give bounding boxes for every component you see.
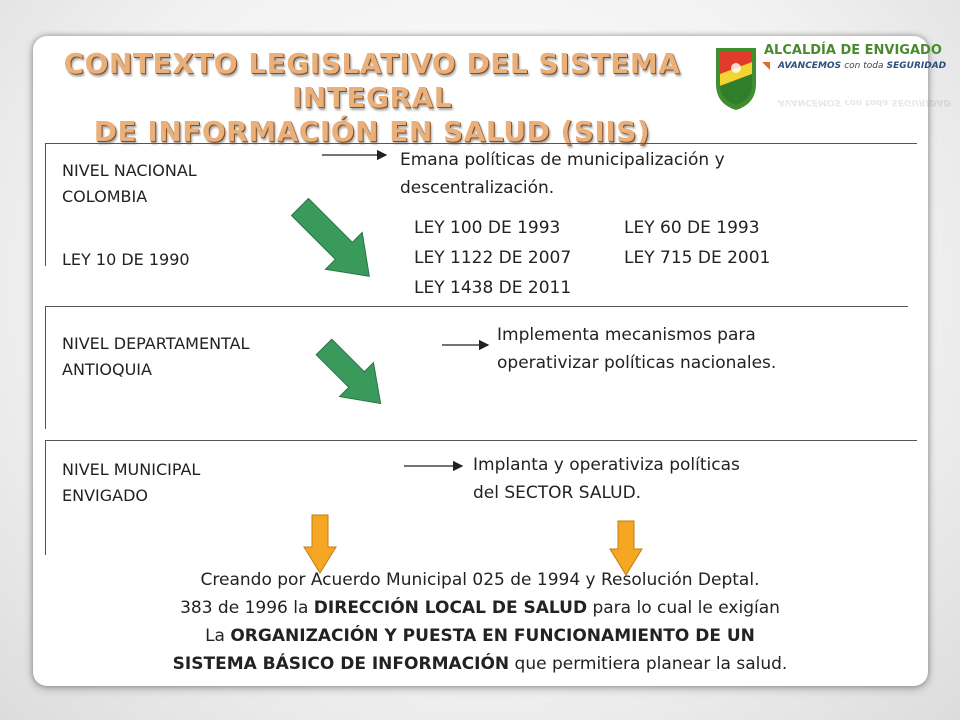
law-item: LEY 1122 DE 2007 xyxy=(414,248,572,268)
logo-reflection-a: AVANCEMOS xyxy=(778,97,842,107)
law-10-1990: LEY 10 DE 1990 xyxy=(62,250,190,269)
level-nacional-line1: NIVEL NACIONAL xyxy=(62,161,197,180)
footer-line-1: Creando por Acuerdo Municipal 025 de 1994 y Resolución Deptal. xyxy=(200,570,760,590)
desc-nacional-line1: Emana políticas de municipalización y xyxy=(400,150,725,170)
level-departamental-line2: ANTIOQUIA xyxy=(62,360,152,379)
green-down-arrow-icon xyxy=(282,189,388,295)
logo-slogan-a: AVANCEMOS xyxy=(778,61,842,71)
title-line-2: DE INFORMACIÓN EN SALUD (SIIS) xyxy=(93,115,651,148)
footer-line-3-a: La xyxy=(205,626,231,646)
level-municipal-line1: NIVEL MUNICIPAL xyxy=(62,460,201,479)
level-departamental-line1: NIVEL DEPARTAMENTAL xyxy=(62,334,250,353)
footer-line-4 xyxy=(100,650,860,678)
logo-slogan-c: SEGURIDAD xyxy=(886,61,947,71)
desc-departamental-line1: Implementa mecanismos para xyxy=(497,325,756,345)
level-municipal-line2: ENVIGADO xyxy=(62,486,148,505)
logo-title: ALCALDÍA DE ENVIGADO xyxy=(764,43,942,58)
desc-departamental-line2: operativizar políticas nacionales. xyxy=(497,353,777,373)
footer-line-4-b: que permitiera planear la salud. xyxy=(509,654,788,674)
desc-municipal-line2: del SECTOR SALUD. xyxy=(473,483,642,503)
title-line-1: CONTEXTO LEGISLATIVO DEL SISTEMA INTEGRAL xyxy=(63,47,681,114)
footer-line-3 xyxy=(100,622,860,650)
footer-line-2-b: DIRECCIÓN LOCAL DE SALUD xyxy=(313,598,588,618)
logo-reflection-b: con toda xyxy=(844,97,889,107)
footer-line-2-c: para lo cual le exigían xyxy=(587,598,780,618)
logo-slogan-b: con toda xyxy=(844,61,884,71)
law-item: LEY 715 DE 2001 xyxy=(624,248,771,268)
level-nacional-line2: COLOMBIA xyxy=(62,187,148,206)
footer-line-4-a: SISTEMA BÁSICO DE INFORMACIÓN xyxy=(172,654,510,674)
footer-paragraph xyxy=(100,566,860,678)
law-item: LEY 60 DE 1993 xyxy=(624,218,760,238)
footer-line-2 xyxy=(100,594,860,622)
desc-nacional-line2: descentralización. xyxy=(400,178,555,198)
law-item: LEY 1438 DE 2011 xyxy=(414,278,572,298)
law-item: LEY 100 DE 1993 xyxy=(414,218,561,238)
logo-reflection-c: SEGURIDAD xyxy=(891,97,951,107)
green-down-arrow-icon xyxy=(307,330,398,421)
footer-line-2-a: 383 de 1996 la xyxy=(180,598,314,618)
orange-down-arrow-icon xyxy=(304,515,336,573)
footer-line-3-b: ORGANIZACIÓN Y PUESTA EN FUNCIONAMIENTO DE UN xyxy=(230,626,755,646)
desc-municipal-line1: Implanta y operativiza políticas xyxy=(473,455,740,475)
